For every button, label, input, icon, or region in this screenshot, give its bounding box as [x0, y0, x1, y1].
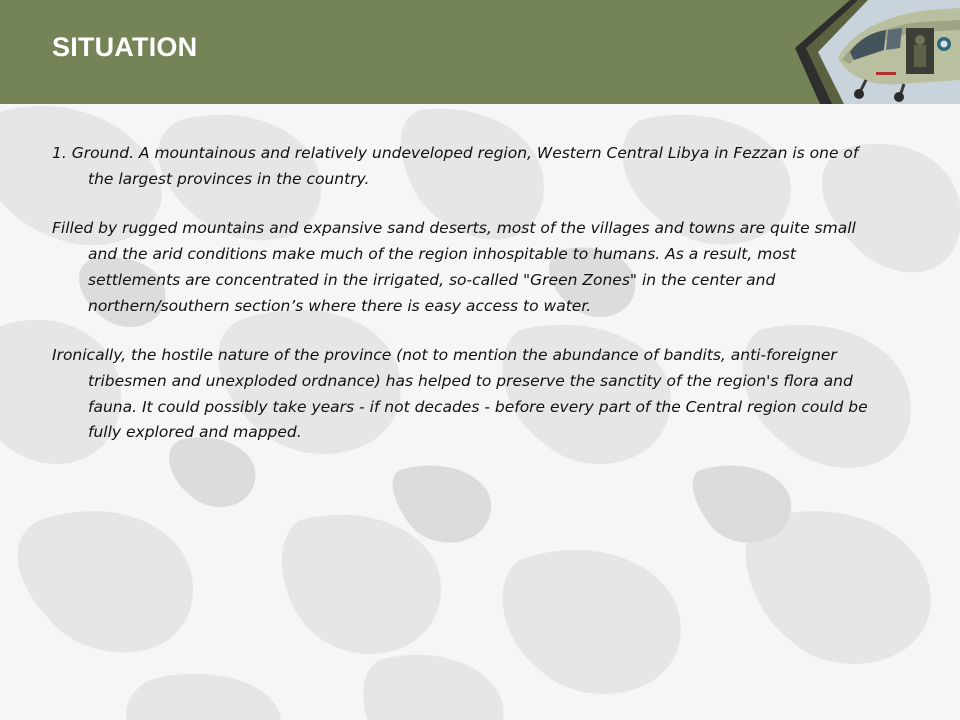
- paragraph-hostile-nature: Ironically, the hostile nature of the province (not to mention the abundance of bandits, anti-foreigner tribesmen and unexploded ordnance) has helped to preserve the sanctity of the region's flora and fauna. It could possibly take years - if not decades - before every part of the Central region could be fully explored and mapped.: [52, 346, 868, 442]
- slide-title: SITUATION: [52, 32, 198, 62]
- paragraph-terrain: Filled by rugged mountains and expansive sand deserts, most of the villages and towns are quite small and the arid conditions make much of the region inhospitable to humans. As a result, most settlements are concentrated in the irrigated, so-called "Green Zones" in the center and northern/southern section’s where there is easy access to water.: [52, 219, 856, 315]
- paragraph-ground: 1. Ground. A mountainous and relatively undeveloped region, Western Central Libya in Fezzan is one of the largest provinces in the country.: [52, 144, 859, 188]
- slide-body: [52, 141, 882, 470]
- helicopter-photo-icon: [780, 0, 960, 104]
